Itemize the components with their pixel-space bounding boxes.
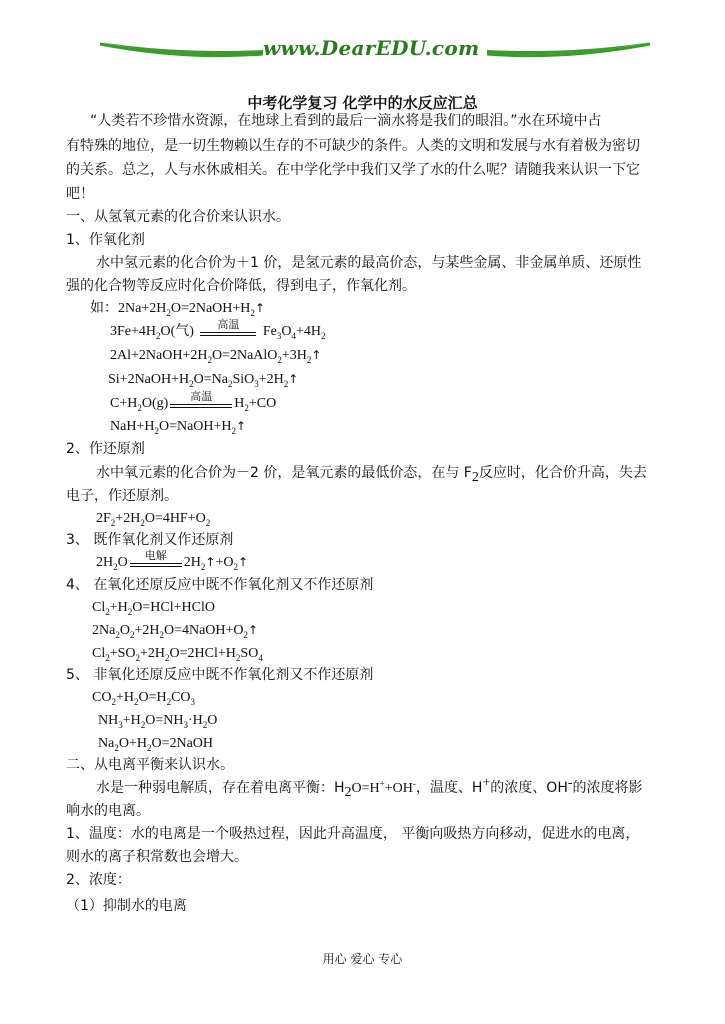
equation-c-steam: $C+H_2O(g)$ 高温 $H_2+CO$ [110, 390, 277, 413]
equation-nah-water: $NaH+H_2O=NaOH+H_2↑$ [110, 419, 247, 436]
s2-para-line-2: 电子，作还原剂。 [66, 488, 178, 504]
subsection-5-heading: 5、 非氧化还原反应中既不作氧化剂又不作还原剂 [66, 667, 374, 683]
eq-prefix: 如： [90, 300, 118, 316]
condition-electrolysis: 电解 [128, 554, 184, 572]
up-arrow-icon: ↑ [311, 348, 322, 362]
condition-high-temp-1: 高温 [198, 323, 258, 341]
equation-na2o-water: $Na_2O+H_2O=2NaOH$ [98, 736, 214, 753]
condition-high-temp-2: 高温 [168, 395, 234, 413]
up-arrow-icon: ↑ [254, 301, 265, 315]
equation-na-water: 如：$2Na+2H_2O=2NaOH+H_2↑$ [90, 300, 265, 318]
header-banner [95, 32, 655, 66]
subsection-4-heading: 4、 在氧化还原反应中既不作氧化剂又不作还原剂 [66, 577, 374, 593]
subsection-3-heading: 3、 既作氧化剂又作还原剂 [66, 532, 234, 548]
equation-f2-water: $2F_2+2H_2O=4HF+O_2$ [96, 511, 211, 528]
intro-line-3: 的关系。总之，人与水休戚相关。在中学化学中我们又学了水的什么呢？请随我来认识一下它 [66, 162, 640, 178]
equation-cl2-so2: $Cl_2+SO_2+2H_2O=2HCl+H_2SO_4$ [92, 646, 263, 663]
equation-nh3-water: $NH_3+H_2O=NH_3\cdot H_2O$ [98, 713, 218, 730]
inhibit-ionization-heading: （1）抑制水的电离 [66, 898, 187, 914]
subsection-2-heading: 2、作还原剂 [66, 441, 145, 457]
intro-line-1: “人类若不珍惜水资源，在地球上看到的最后一滴水将是我们的眼泪。”水在环境中占 [90, 113, 602, 129]
equation-co2-water: $CO_2+H_2O=H_2CO_3$ [92, 690, 196, 707]
up-arrow-icon: ↑ [237, 555, 249, 569]
equation-al-naoh: $2Al+2NaOH+2H_2O=2NaAlO_2+3H_2↑$ [110, 348, 322, 365]
equation-fe-steam: $3Fe+4H_2O$(气) 高温 $Fe_3O_4+4H_2$ [110, 318, 326, 341]
equation-si-naoh: $Si+2NaOH+H_2O=Na_2SiO_3+2H_2↑$ [108, 372, 299, 389]
concentration-heading: 2、浓度： [66, 872, 131, 888]
up-arrow-icon: ↑ [288, 372, 299, 386]
page-title: 中考化学复习 化学中的水反应汇总 [247, 94, 478, 112]
up-arrow-icon: ↑ [205, 555, 216, 569]
section-1-heading: 一、从氢氧元素的化合价来认识水。 [66, 209, 290, 225]
s1-para-line-2: 强的化合物等反应时化合价降低，得到电子，作氧化剂。 [66, 278, 416, 294]
ionization-para-line-1: 水是一种弱电解质，存在着电离平衡：$H_2O=H^++OH^-$，温度、H+的浓度、OH-的浓度将影 [96, 775, 643, 800]
intro-line-2: 有特殊的地位，是一切生物赖以生存的不可缺少的条件。人类的文明和发展与水有着极为密切 [66, 138, 640, 154]
section-2-heading: 二、从电离平衡来认识水。 [66, 757, 234, 773]
temperature-line-1: 1、温度：水的电离是一个吸热过程，因此升高温度， 平衡向吸热方向移动，促进水的电离， [66, 826, 640, 842]
up-arrow-icon: ↑ [236, 419, 247, 433]
equation-electrolysis: $2H_2O$ 电解 $2H_2↑+O_2↑$ [96, 549, 249, 572]
subsection-1-heading: 1、作氧化剂 [66, 232, 145, 248]
ionization-para-line-2: 响水的电离。 [66, 803, 150, 819]
intro-line-4: 吧！ [66, 186, 94, 202]
site-logo: www.DearEDU.com [263, 36, 480, 60]
s1-para-line-1: 水中氢元素的化合价为＋1 价，是氢元素的最高价态，与某些金属、非金属单质、还原性 [96, 255, 642, 271]
temperature-line-2: 则水的离子积常数也会增大。 [66, 849, 248, 865]
equation-cl2-water: $Cl_2+H_2O=HCl+HClO$ [92, 600, 215, 617]
up-arrow-icon: ↑ [248, 623, 259, 637]
page-footer: 用心 爱心 专心 [322, 952, 403, 966]
equation-na2o2-water: $2Na_2O_2+2H_2O=4NaOH+O_2↑$ [92, 623, 259, 640]
s2-para-line-1: 水中氧元素的化合价为－2 价，是氧元素的最低价态，在与 $F_2$反应时，化合价升高，失去 [96, 465, 647, 485]
